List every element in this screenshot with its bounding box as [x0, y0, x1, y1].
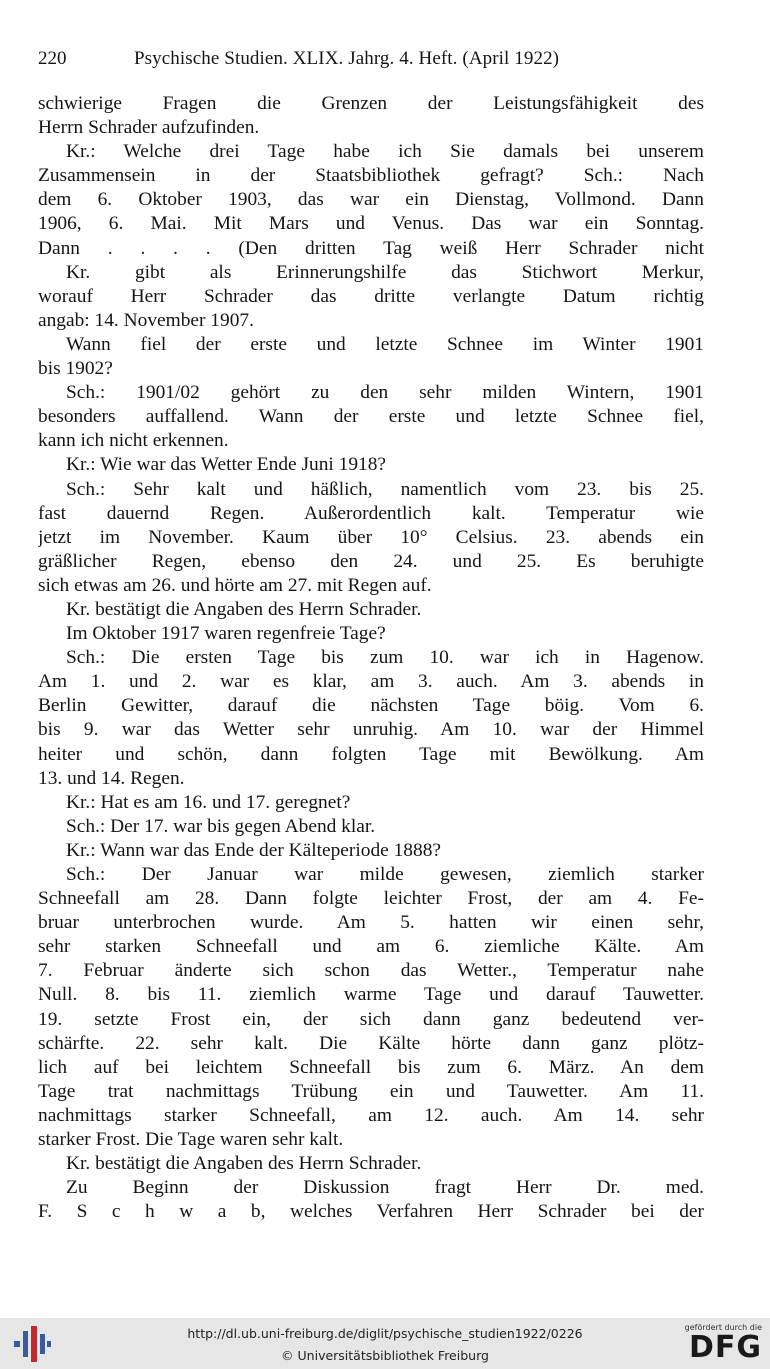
text-line: 1906, 6. Mai. Mit Mars und Venus. Das war ein Sonntag.	[38, 213, 704, 235]
text-line: dem 6. Oktober 1903, das war ein Dienstag, Vollmond. Dann	[38, 189, 704, 211]
body-text	[38, 92, 704, 1224]
text-line: starker Frost. Die Tage waren sehr kalt.	[38, 1129, 344, 1151]
text-line: Schneefall am 28. Dann folgte leichter Frost, der am 4. Fe-	[38, 888, 704, 910]
text-line: Sch.: Der 17. war bis gegen Abend klar.	[66, 815, 376, 837]
page-number: 220	[38, 48, 67, 69]
text-line: Dann . . . . (Den dritten Tag weiß Herr Schrader nicht	[38, 237, 704, 259]
text-line: Tage trat nachmittags Trübung ein und Tauwetter. Am 11.	[38, 1080, 704, 1102]
text-line: bruar unterbrochen wurde. Am 5. hatten wir einen sehr,	[38, 912, 704, 934]
text-line: sehr starken Schneefall und am 6. ziemliche Kälte. Am	[38, 936, 704, 958]
text-line: Zusammensein in der Staatsbibliothek gefragt? Sch.: Nach	[38, 165, 704, 187]
text-line: jetzt im November. Kaum über 10° Celsius. 23. abends ein	[38, 526, 704, 548]
text-line: heiter und schön, dann folgten Tage mit Bewölkung. Am	[38, 743, 704, 765]
text-line: Kr.: Welche drei Tage habe ich Sie damals bei unserem	[66, 141, 704, 163]
running-title: Psychische Studien. XLIX. Jahrg. 4. Heft. (April 1922)	[134, 48, 560, 69]
text-line: Null. 8. bis 11. ziemlich warme Tage und darauf Tauwetter.	[38, 984, 704, 1006]
text-line: Zu Beginn der Diskussion fragt Herr Dr. med.	[66, 1177, 704, 1199]
text-line: bis 9. war das Wetter sehr unruhig. Am 10. war der Himmel	[38, 719, 704, 741]
text-line: Kr. bestätigt die Angaben des Herrn Schrader.	[66, 1153, 422, 1175]
text-line: 19. setzte Frost ein, der sich dann ganz bedeutend ver-	[38, 1008, 704, 1030]
text-line: Kr. bestätigt die Angaben des Herrn Schrader.	[66, 598, 422, 620]
text-line: Wann fiel der erste und letzte Schnee im Winter 1901	[66, 333, 704, 355]
text-line: Sch.: Die ersten Tage bis zum 10. war ich in Hagenow.	[66, 647, 704, 669]
text-line: schärfte. 22. sehr kalt. Die Kälte hörte dann ganz plötz-	[38, 1032, 704, 1054]
text-line: angab: 14. November 1907.	[38, 309, 254, 331]
text-line: lich auf bei leichtem Schneefall bis zum 6. März. An dem	[38, 1056, 704, 1078]
text-line: worauf Herr Schrader das dritte verlangte Datum richtig	[38, 285, 704, 307]
text-line: besonders auffallend. Wann der erste und letzte Schnee fiel,	[38, 406, 704, 428]
text-line: fast dauernd Regen. Außerordentlich kalt. Temperatur wie	[38, 502, 704, 524]
text-line: Herrn Schrader aufzufinden.	[38, 117, 260, 139]
text-line: 7. Februar änderte sich schon das Wetter., Temperatur nahe	[38, 960, 704, 982]
source-url[interactable]: http://dl.ub.uni-freiburg.de/diglit/psychische_studien1922/0226	[187, 1326, 583, 1341]
text-line: gräßlicher Regen, ebenso den 24. und 25. Es beruhigte	[38, 550, 704, 572]
text-line: Im Oktober 1917 waren regenfreie Tage?	[66, 623, 386, 645]
text-line: Sch.: Sehr kalt und häßlich, namentlich vom 23. bis 25.	[66, 478, 704, 500]
text-line: nachmittags starker Schneefall, am 12. auch. Am 14. sehr	[38, 1104, 704, 1126]
dfg-mark: DFG	[688, 1330, 762, 1365]
dfg-logo-icon	[678, 1323, 762, 1367]
text-line: Kr. gibt als Erinnerungshilfe das Stichwort Merkur,	[66, 261, 704, 283]
copyright-notice: © Universitätsbibliothek Freiburg	[281, 1348, 489, 1363]
footer-bar	[0, 1318, 770, 1369]
text-line: schwierige Fragen die Grenzen der Leistungsfähigkeit des	[38, 93, 704, 114]
text-line: Kr.: Hat es am 16. und 17. geregnet?	[66, 791, 351, 813]
funded-by-label: gefördert durch die	[684, 1323, 762, 1332]
text-line: Kr.: Wann war das Ende der Kälteperiode 1888?	[66, 839, 441, 861]
text-line: Kr.: Wie war das Wetter Ende Juni 1918?	[66, 454, 387, 476]
text-line: sich etwas am 26. und hörte am 27. mit Regen auf.	[38, 574, 432, 596]
text-line: F. S c h w a b, welches Verfahren Herr Schrader bei der	[38, 1201, 704, 1223]
text-line: Sch.: 1901/02 gehört zu den sehr milden Wintern, 1901	[66, 382, 704, 404]
page-header	[38, 44, 718, 74]
text-line: Berlin Gewitter, darauf die nächsten Tage böig. Vom 6.	[38, 695, 704, 717]
text-line: Sch.: Der Januar war milde gewesen, ziemlich starker	[66, 864, 704, 885]
text-line: 13. und 14. Regen.	[38, 767, 185, 789]
text-line: kann ich nicht erkennen.	[38, 430, 229, 452]
text-line: Am 1. und 2. war es klar, am 3. auch. Am 3. abends in	[38, 671, 704, 693]
text-line: bis 1902?	[38, 358, 113, 380]
